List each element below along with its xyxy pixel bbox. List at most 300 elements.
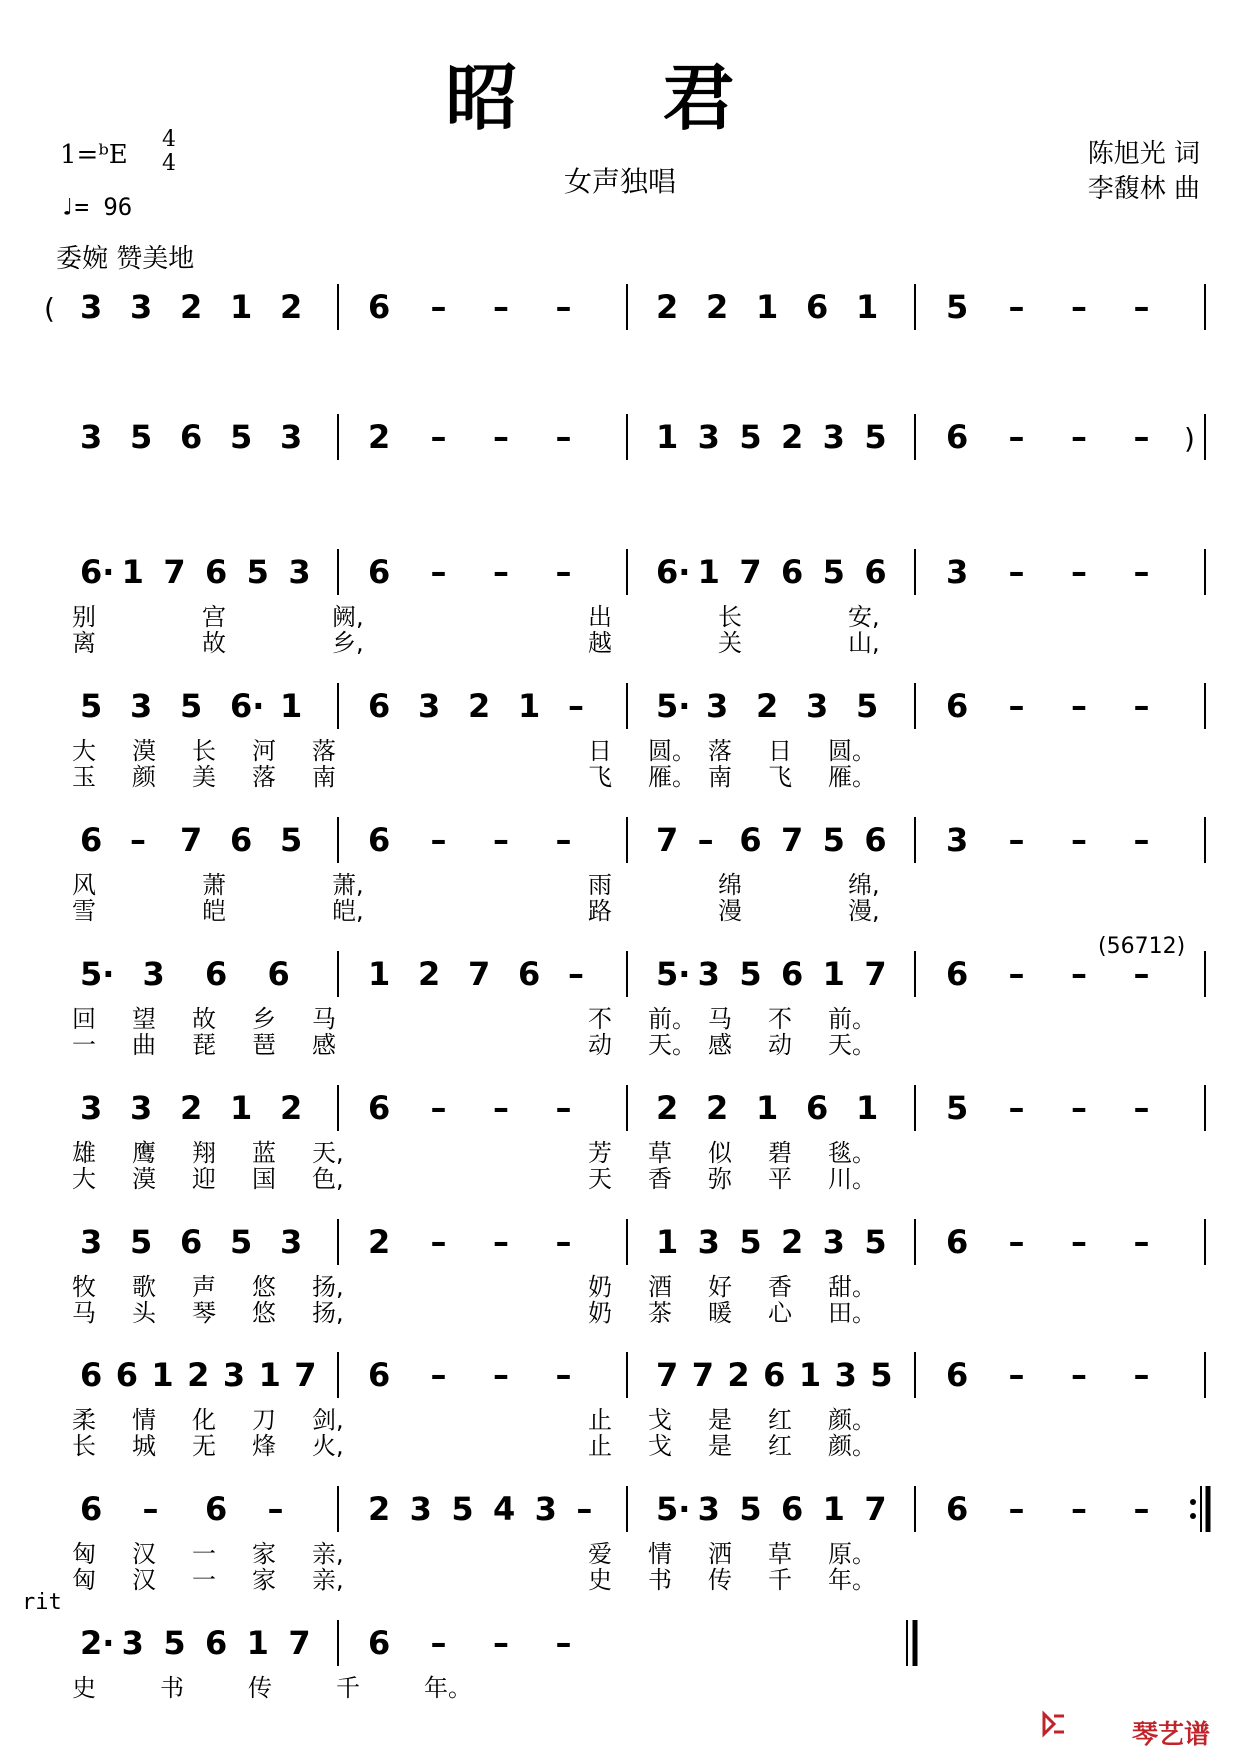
note: 6 — [781, 1490, 804, 1528]
note: 1 — [756, 288, 779, 326]
lyric-syllable: 日 — [588, 737, 612, 765]
note: – — [1071, 1356, 1087, 1394]
lyric-syllable: 毯。 — [828, 1139, 876, 1167]
lyric-syllable: 似 — [708, 1139, 732, 1167]
note: 3 — [280, 1223, 303, 1261]
lyric-syllable: 声 — [192, 1273, 216, 1301]
lyric-syllable: 年。 — [424, 1674, 472, 1702]
lyric-syllable: 草 — [648, 1139, 672, 1167]
lyric-syllable: 扬, — [312, 1299, 344, 1327]
lyric-syllable: 前。 — [828, 1005, 876, 1033]
note: 6 — [368, 1089, 391, 1127]
note: 6 — [80, 821, 103, 859]
lyric-syllable: 歌 — [132, 1273, 156, 1301]
lyric-syllable: 止 — [588, 1406, 612, 1434]
note: 3 — [834, 1356, 857, 1394]
note: – — [493, 1624, 509, 1662]
note: 1 — [856, 1089, 879, 1127]
lyric-syllable: 田。 — [828, 1299, 876, 1327]
note: 2 — [781, 418, 804, 456]
note: – — [568, 955, 584, 993]
lyric-syllable: 日 — [768, 737, 792, 765]
note: 5 — [163, 1624, 186, 1662]
lyric-syllable: 千 — [336, 1674, 360, 1702]
lyric-syllable: 悠 — [252, 1299, 276, 1327]
note: 6 — [946, 1490, 969, 1528]
note: 1 — [798, 1356, 822, 1394]
lyric-syllable: 亲, — [312, 1540, 344, 1568]
lyric-syllable: 阙, — [332, 603, 364, 631]
note: 3 — [534, 1490, 557, 1528]
note: – — [568, 687, 584, 725]
lyric-syllable: 落 — [312, 737, 336, 765]
note: – — [697, 821, 714, 859]
lyric-syllable: 悠 — [252, 1273, 276, 1301]
lyric-syllable: 城 — [132, 1432, 156, 1460]
note: 2 — [368, 1223, 391, 1261]
note: – — [130, 821, 146, 859]
lyric-syllable: 史 — [72, 1674, 96, 1702]
lyric-syllable: 刀 — [252, 1406, 276, 1434]
note: 1 — [121, 553, 144, 591]
note: 3 — [288, 553, 311, 591]
note: 2 — [468, 687, 491, 725]
note: 5 — [822, 553, 845, 591]
lyric-syllable: 平 — [768, 1165, 792, 1193]
note: 3 — [946, 821, 969, 859]
lyric-syllable: 迎 — [192, 1165, 216, 1193]
lyric-syllable: 是 — [708, 1432, 732, 1460]
lyric-syllable: 关 — [718, 629, 742, 657]
note: 6 — [180, 418, 203, 456]
lyric-syllable: 望 — [132, 1005, 156, 1033]
intro-open-paren: ( — [44, 292, 55, 325]
repeat-dot — [1190, 1513, 1196, 1519]
note: – — [1133, 288, 1150, 326]
lyric-syllable: 茶 — [648, 1299, 672, 1327]
note: 5 — [280, 821, 303, 859]
lyric-syllable: 剑, — [312, 1406, 344, 1434]
note: 3 — [80, 288, 103, 326]
note: 3 — [706, 687, 729, 725]
note: – — [1008, 955, 1025, 993]
lyric-syllable: 蓝 — [252, 1139, 276, 1167]
lyric-syllable: 好 — [708, 1273, 732, 1301]
key-signature: 1=ᵇE — [60, 140, 128, 170]
note: 2 — [727, 1356, 750, 1394]
note: 1 — [697, 553, 720, 591]
note: 1 — [368, 955, 391, 993]
note: – — [1133, 821, 1150, 859]
lyric-syllable: 大 — [72, 737, 96, 765]
lyric-syllable: 情 — [132, 1406, 156, 1434]
note: – — [430, 1089, 447, 1127]
note: 5 — [80, 687, 103, 725]
note: – — [1133, 1089, 1150, 1127]
lyric-syllable: 南 — [708, 763, 732, 791]
lyric-syllable: 风 — [72, 871, 96, 899]
note: – — [555, 553, 572, 591]
ritardando-marking: rit — [22, 1590, 62, 1615]
note: 6 — [806, 1089, 829, 1127]
note: 2 — [187, 1356, 210, 1394]
note: 3 — [697, 1223, 720, 1261]
note: – — [493, 553, 509, 591]
lyric-syllable: 色, — [312, 1165, 344, 1193]
lyric-syllable: 匈 — [72, 1540, 96, 1568]
note: – — [1133, 1490, 1150, 1528]
note: 7 — [691, 1356, 714, 1394]
lyric-syllable: 萧, — [332, 871, 364, 899]
note: 5 — [946, 288, 969, 326]
note: 1 — [280, 687, 303, 725]
note: 1 — [656, 1223, 679, 1261]
note: 3 — [130, 288, 153, 326]
note: 5· — [656, 687, 691, 725]
lyric-syllable: 化 — [192, 1406, 216, 1434]
lyric-syllable: 回 — [72, 1005, 96, 1033]
lyric-syllable: 飞 — [768, 763, 792, 791]
lyric-syllable: 家 — [252, 1566, 276, 1594]
lyric-syllable: 芳 — [588, 1139, 612, 1167]
lyric-syllable: 落 — [252, 763, 276, 791]
lyric-syllable: 宫 — [202, 603, 226, 631]
note: 6 — [864, 821, 887, 859]
note: 5 — [856, 687, 879, 725]
lyric-syllable: 汉 — [132, 1566, 156, 1594]
lyric-syllable: 心 — [768, 1299, 792, 1327]
note: – — [1071, 1490, 1087, 1528]
lyricist-credit: 陈旭光 词 — [1087, 139, 1200, 169]
note: 2 — [180, 288, 203, 326]
lyric-syllable: 大 — [72, 1165, 96, 1193]
note: – — [430, 821, 447, 859]
lyric-syllable: 颜 — [132, 763, 156, 791]
note: 5· — [656, 955, 691, 993]
lyric-syllable: 弥 — [708, 1165, 732, 1193]
note: 6 — [205, 1624, 228, 1662]
note: 5 — [864, 418, 887, 456]
lyric-syllable: 皑 — [202, 897, 226, 925]
note: – — [1133, 1223, 1150, 1261]
lyric-syllable: 河 — [252, 737, 276, 765]
note: – — [555, 418, 572, 456]
lyric-syllable: 皑, — [332, 897, 364, 925]
lyric-syllable: 别 — [72, 603, 96, 631]
note: 1 — [518, 687, 541, 725]
note: 3 — [418, 687, 441, 725]
lyric-syllable: 马 — [312, 1005, 336, 1033]
lyric-syllable: 路 — [588, 897, 612, 925]
lyric-syllable: 琴 — [192, 1299, 216, 1327]
lyric-syllable: 落 — [708, 737, 732, 765]
note: 2 — [368, 1490, 391, 1528]
lyric-syllable: 颜。 — [828, 1432, 876, 1460]
note: 6· — [80, 553, 115, 591]
lyric-syllable: 雁。 — [648, 763, 696, 791]
lyric-syllable: 头 — [132, 1299, 156, 1327]
watermark-text: 琴艺谱 — [1131, 1720, 1210, 1750]
note: 6 — [864, 553, 887, 591]
note: – — [1071, 553, 1087, 591]
note: 2 — [756, 687, 779, 725]
note: 5 — [739, 955, 762, 993]
note: – — [555, 288, 572, 326]
note: 1 — [656, 418, 679, 456]
score-title: 昭 君 — [445, 55, 795, 140]
note: 1 — [856, 288, 879, 326]
note: – — [1008, 1223, 1025, 1261]
lyric-syllable: 动 — [588, 1031, 612, 1059]
note: 5· — [656, 1490, 691, 1528]
note: 6 — [368, 687, 391, 725]
lyric-syllable: 乡 — [252, 1005, 276, 1033]
note: 1 — [822, 1490, 845, 1528]
note: – — [1071, 687, 1087, 725]
note: 7 — [864, 1490, 887, 1528]
note: – — [430, 553, 447, 591]
lyric-syllable: 传 — [708, 1566, 732, 1594]
lyric-syllable: 汉 — [132, 1540, 156, 1568]
lyric-syllable: 感 — [312, 1031, 336, 1059]
lyric-syllable: 匈 — [72, 1566, 96, 1594]
note: 5 — [230, 1223, 253, 1261]
lyric-syllable: 山, — [848, 629, 880, 657]
lyric-syllable: 安, — [848, 603, 880, 631]
note: 2 — [418, 955, 441, 993]
lyric-syllable: 一 — [72, 1031, 96, 1059]
note: – — [1133, 687, 1150, 725]
lyric-syllable: 书 — [160, 1674, 184, 1702]
lyric-syllable: 出 — [588, 603, 612, 631]
note: 6 — [739, 821, 762, 859]
note: 3 — [697, 418, 720, 456]
note: – — [1008, 553, 1025, 591]
note: 3 — [142, 955, 165, 993]
lyric-syllable: 马 — [72, 1299, 96, 1327]
note: 2 — [280, 1089, 303, 1127]
note: 7 — [163, 553, 186, 591]
note: 2 — [656, 1089, 679, 1127]
lyric-syllable: 漫, — [848, 897, 880, 925]
note: 5· — [80, 955, 115, 993]
composer-credit: 李馥林 曲 — [1087, 174, 1200, 204]
lyric-syllable: 史 — [588, 1566, 612, 1594]
lyric-syllable: 亲, — [312, 1566, 344, 1594]
note: 1 — [822, 955, 845, 993]
lyric-syllable: 国 — [252, 1165, 276, 1193]
note: 2 — [706, 1089, 729, 1127]
lyric-syllable: 长 — [192, 737, 216, 765]
note: 7 — [781, 821, 804, 859]
lyric-syllable: 奶 — [588, 1273, 612, 1301]
note: 6 — [946, 418, 969, 456]
note: – — [493, 288, 509, 326]
note: 6 — [267, 955, 290, 993]
lyric-syllable: 戈 — [648, 1406, 672, 1434]
note: – — [430, 288, 447, 326]
lyric-syllable: 暖 — [708, 1299, 732, 1327]
note: 7 — [656, 821, 679, 859]
note: 5 — [451, 1490, 474, 1528]
lyric-syllable: 甜。 — [828, 1273, 876, 1301]
lyric-syllable: 翔 — [192, 1139, 216, 1167]
note: 6 — [946, 687, 969, 725]
note: 6 — [368, 553, 391, 591]
lyric-syllable: 碧 — [768, 1139, 792, 1167]
note: – — [1008, 687, 1025, 725]
note: 6 — [80, 1490, 103, 1528]
lyric-syllable: 天, — [312, 1139, 344, 1167]
note: 5 — [739, 1223, 762, 1261]
note: 3 — [80, 1223, 103, 1261]
lyric-syllable: 洒 — [708, 1540, 732, 1568]
meter-bottom: 4 — [162, 151, 176, 176]
lyric-syllable: 一 — [192, 1540, 216, 1568]
note: 6 — [946, 955, 969, 993]
note: – — [555, 1223, 572, 1261]
lyric-syllable: 戈 — [648, 1432, 672, 1460]
note: 7 — [656, 1356, 679, 1394]
note: 6 — [180, 1223, 203, 1261]
lyric-syllable: 鹰 — [132, 1139, 156, 1167]
lyric-syllable: 情 — [648, 1540, 672, 1568]
note: 6 — [781, 955, 804, 993]
note: – — [1071, 1089, 1087, 1127]
note: 6 — [946, 1356, 969, 1394]
lyric-syllable: 美 — [192, 763, 216, 791]
note: – — [1133, 418, 1150, 456]
lyric-syllable: 圆。 — [828, 737, 876, 765]
note: – — [430, 1223, 447, 1261]
note: – — [1133, 553, 1150, 591]
note: 3 — [80, 418, 103, 456]
note: 4 — [493, 1490, 516, 1528]
note: 6 — [368, 1624, 391, 1662]
note: – — [1133, 955, 1150, 993]
repeat-dot — [1190, 1499, 1196, 1505]
note: – — [493, 1223, 509, 1261]
note: – — [576, 1490, 593, 1528]
lyric-syllable: 南 — [312, 763, 336, 791]
note: 6 — [763, 1356, 786, 1394]
note: 5 — [739, 418, 762, 456]
lyric-syllable: 玉 — [72, 763, 96, 791]
note: 7 — [468, 955, 491, 993]
lyric-syllable: 一 — [192, 1566, 216, 1594]
lyric-syllable: 酒 — [648, 1273, 672, 1301]
note: – — [430, 418, 447, 456]
note: 6· — [230, 687, 265, 725]
note: 6 — [205, 1490, 228, 1528]
lyric-syllable: 川。 — [828, 1165, 876, 1193]
note: 2 — [180, 1089, 203, 1127]
lyric-syllable: 雨 — [588, 871, 612, 899]
note: 3 — [130, 1089, 153, 1127]
note: 3 — [822, 418, 845, 456]
lyric-syllable: 乡, — [332, 629, 364, 657]
lyric-syllable: 无 — [192, 1432, 216, 1460]
note: 5 — [822, 821, 845, 859]
note: 3 — [697, 955, 720, 993]
note: – — [430, 1356, 447, 1394]
note: – — [1008, 288, 1025, 326]
note: – — [1071, 418, 1087, 456]
note: 1 — [756, 1089, 779, 1127]
note: 1 — [151, 1356, 174, 1394]
lyric-syllable: 绵 — [718, 871, 742, 899]
lyric-syllable: 天。 — [828, 1031, 876, 1059]
score-subtitle: 女声独唱 — [563, 165, 676, 198]
lyric-syllable: 长 — [718, 603, 742, 631]
lyric-syllable: 琵 — [192, 1031, 216, 1059]
note: 3 — [80, 1089, 103, 1127]
note: – — [1008, 1490, 1025, 1528]
note: 5 — [180, 687, 203, 725]
note: 2 — [656, 288, 679, 326]
note: 5 — [230, 418, 253, 456]
lyric-syllable: 红 — [768, 1432, 792, 1460]
note: 6 — [80, 1356, 103, 1394]
note: 6· — [656, 553, 691, 591]
lyric-syllable: 颜。 — [828, 1406, 876, 1434]
note: 5 — [739, 1490, 762, 1528]
lyric-syllable: 不 — [588, 1005, 612, 1033]
lyric-syllable: 漠 — [132, 1165, 156, 1193]
lyric-syllable: 漫 — [718, 897, 742, 925]
note: 5 — [246, 553, 269, 591]
note: 5 — [946, 1089, 969, 1127]
lyric-syllable: 传 — [248, 1674, 272, 1702]
note: 2 — [280, 288, 303, 326]
lyric-syllable: 萧 — [202, 871, 226, 899]
note: – — [555, 1356, 572, 1394]
lyric-syllable: 原。 — [828, 1540, 876, 1568]
lyric-syllable: 长 — [72, 1432, 96, 1460]
note: – — [493, 418, 509, 456]
note: 7 — [739, 553, 762, 591]
lyric-syllable: 家 — [252, 1540, 276, 1568]
note: – — [430, 1624, 447, 1662]
lyric-syllable: 动 — [768, 1031, 792, 1059]
note: 7 — [864, 955, 887, 993]
note: 6 — [781, 553, 804, 591]
note: 6 — [368, 288, 391, 326]
lyric-syllable: 漠 — [132, 737, 156, 765]
note: 7 — [180, 821, 203, 859]
lyric-syllable: 雄 — [72, 1139, 96, 1167]
note: – — [1133, 1356, 1150, 1394]
note: 7 — [288, 1624, 311, 1662]
note: – — [493, 821, 509, 859]
note: 3 — [806, 687, 829, 725]
note: – — [142, 1490, 159, 1528]
lyric-syllable: 柔 — [72, 1406, 96, 1434]
lyric-syllable: 火, — [312, 1432, 344, 1460]
note: 6 — [205, 553, 228, 591]
note: 6 — [806, 288, 829, 326]
note: 6 — [518, 955, 541, 993]
note: 2 — [781, 1223, 804, 1261]
lyric-syllable: 红 — [768, 1406, 792, 1434]
note: 6 — [368, 821, 391, 859]
note: 3 — [697, 1490, 720, 1528]
lyric-syllable: 书 — [648, 1566, 672, 1594]
lyric-syllable: 香 — [768, 1273, 792, 1301]
lyric-syllable: 香 — [648, 1165, 672, 1193]
expression-marking: 委婉 赞美地 — [56, 244, 195, 274]
lyric-syllable: 绵, — [848, 871, 880, 899]
